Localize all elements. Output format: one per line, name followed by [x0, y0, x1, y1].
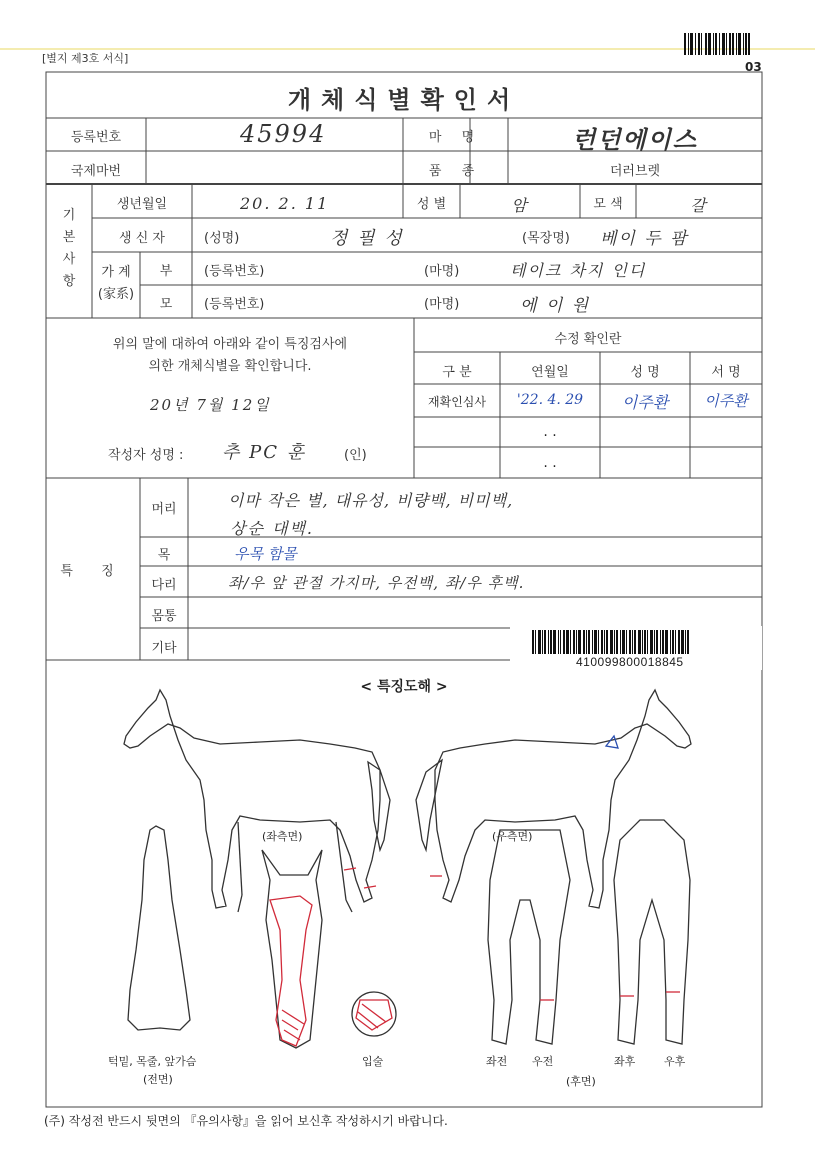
page-title: 개체식별확인서 [287, 86, 521, 114]
statement-line2: 의한 개체식별을 확인합니다. [148, 359, 312, 374]
writer-value: 추 PC 훈 [222, 442, 307, 463]
diagram-title: < 특징도해 > [360, 679, 448, 695]
right-side-caption: (우측면) [492, 830, 533, 843]
neck-value: 우목 함몰 [234, 545, 297, 563]
other-label: 기타 [151, 641, 177, 656]
revision-title: 수정 확인란 [554, 332, 622, 347]
color-value: 갈 [690, 196, 708, 215]
rev-row1-type: 재확인심사 [428, 395, 486, 409]
left-side-caption: (좌측면) [262, 830, 303, 843]
right-hind-caption: 우후 [664, 1055, 686, 1068]
farm-label: (목장명) [522, 231, 570, 246]
rev-row1-name: 이주환 [621, 393, 669, 412]
sire-name-label: (마명) [424, 264, 460, 279]
dam-name-label: (마명) [424, 297, 460, 312]
dam-reg-label: (등록번호) [204, 297, 265, 312]
sire-value: 테이크 차지 인디 [510, 261, 647, 280]
lip-caption: 입술 [362, 1055, 384, 1068]
head-label: 머리 [151, 502, 177, 517]
features-section-label: 특 징 [60, 564, 126, 579]
front-caption: 턱밑, 목줄, 앞가슴 [108, 1055, 197, 1068]
basic-section-label [46, 205, 92, 293]
front-caption-2: (전면) [143, 1073, 173, 1086]
producer-label: 생 신 자 [119, 231, 165, 246]
left-fore-caption: 좌전 [486, 1055, 508, 1068]
rev-col-name: 성 명 [630, 365, 660, 380]
body-label: 몸통 [151, 609, 177, 624]
right-fore-caption: 우전 [532, 1055, 554, 1068]
dam-value: 에 이 원 [520, 296, 591, 316]
sire-label: 부 [159, 264, 173, 279]
pedigree-hanja: (家系) [97, 287, 135, 302]
breed-label: 품 종 [428, 164, 483, 179]
rev-col-sign: 서 명 [711, 365, 741, 380]
writer-label: 작성자 성명 : [108, 448, 184, 463]
producer-name-value: 정 필 성 [330, 228, 404, 249]
reg-no-label: 등록번호 [70, 130, 122, 145]
neck-label: 목 [157, 548, 171, 563]
reg-no-value: 45994 [240, 120, 327, 148]
form-number-label: [별지 제3호 서식] [42, 52, 129, 65]
leg-label: 다리 [151, 578, 177, 593]
intl-name-label: 국제마번 [70, 164, 122, 179]
rev-row2-date: . . [543, 424, 557, 440]
rev-col-date: 연월일 [531, 365, 569, 380]
head-value-line1: 이마 작은 별, 대유성, 비량백, 비미백, [228, 491, 514, 510]
rev-col-type: 구 분 [442, 365, 472, 380]
feature-barcode-number: 410099800018845 [576, 655, 684, 669]
page-number: 03 [745, 60, 762, 74]
sire-reg-label: (등록번호) [204, 264, 265, 279]
basic-section-text: 기본사항 [62, 208, 76, 289]
head-value-line2: 상순 대백. [230, 519, 314, 538]
statement-line1: 위의 말에 대하여 아래와 같이 특징검사에 [112, 337, 348, 352]
left-hind-caption: 좌후 [614, 1055, 636, 1068]
rev-row3-date: . . [543, 455, 557, 471]
sex-value: 암 [511, 196, 529, 215]
birth-value: 20. 2. 11 [240, 194, 330, 213]
rev-row1-date: '22. 4. 29 [516, 392, 584, 408]
feature-barcode [532, 630, 689, 654]
rear-caption: (후면) [566, 1075, 596, 1088]
horse-name-label: 마 명 [428, 130, 483, 145]
sex-label: 성 별 [416, 197, 447, 212]
horse-name-value: 런던에이스 [572, 125, 698, 154]
horse-diagram [124, 690, 691, 1048]
dam-label: 모 [159, 297, 173, 312]
confirm-date: 20년 7월 12일 [150, 396, 271, 414]
color-label: 모 색 [593, 197, 623, 212]
rev-row1-sign: 이주환 [704, 392, 748, 410]
producer-name-label: (성명) [204, 231, 240, 246]
farm-value: 베이 두 팜 [600, 229, 689, 249]
footer-note: (주) 작성전 반드시 뒷면의 『유의사항』을 읽어 보신후 작성하시기 바랍니다. [44, 1114, 448, 1128]
leg-value: 좌/우 앞 관절 가지마, 우전백, 좌/우 후백. [228, 574, 525, 592]
birth-label: 생년월일 [116, 197, 168, 212]
breed-value: 더러브렛 [609, 164, 661, 179]
pedigree-text: 가 계 [101, 265, 131, 280]
pedigree-label [92, 262, 140, 306]
seal-mark: (인) [344, 448, 367, 463]
